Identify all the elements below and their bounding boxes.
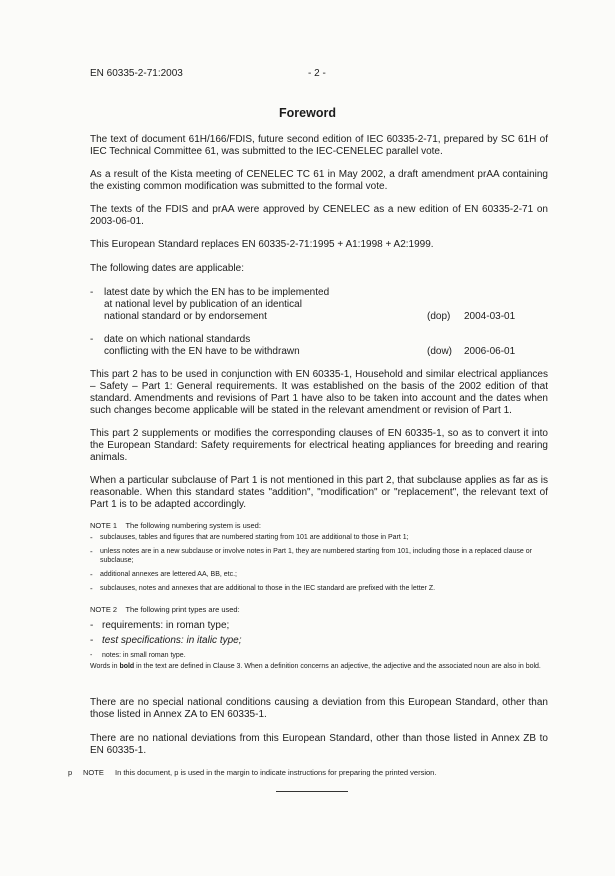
list-item-dop (90, 287, 548, 323)
list-item-text: latest date by which the EN has to be implemented at national level by publication of an identical national standard or by endorsement (104, 287, 330, 322)
list-item-dow (90, 334, 548, 358)
page-number: - 2 - (308, 68, 326, 79)
paragraph-supplements: This part 2 supplements or modifies the corresponding clauses of EN 60335-1, so as to convert it into the European Standard: Safety requirements for electrical heating appliances for breeding and rearing animals. (90, 428, 548, 463)
bold-words-note: Words in bold in the text are defined in Clause 3. When a definition concerns an adjective, the adjective and the associated noun are also in bold. (90, 663, 541, 670)
date-value: 2004-03-01 (464, 311, 516, 322)
note2-heading: NOTE 2 The following print types are used: (90, 605, 240, 614)
paragraph-dates-intro: The following dates are applicable: (90, 263, 244, 274)
paragraph-approval: The texts of the FDIS and prAA were approved by CENELEC as a new edition of EN 60335-2-71 on 2003-06-01. (90, 204, 548, 227)
paragraph-subclause: When a particular subclause of Part 1 is not mentioned in this part 2, that subclause applies as far as is reasonable. When this standard states "addition", "modification" or "replacement", the relevant text of Part 1 is to be adapted accordingly. (90, 475, 548, 510)
list-item-text: date on which national standards conflicting with the EN have to be withdrawn (104, 334, 300, 357)
date-value: 2006-06-01 (464, 346, 516, 357)
paragraph-national-conditions: There are no special national conditions causing a deviation from this European Standard, other than those listed in Annex ZA to EN 60335-1. (90, 697, 548, 720)
margin-mark: p (68, 768, 73, 777)
document-id: EN 60335-2-71:2003 (90, 68, 183, 79)
paragraph-kista: As a result of the Kista meeting of CENELEC TC 61 in May 2002, a draft amendment prAA containing the existing common modification was submitted to the formal vote. (90, 169, 548, 192)
note-text: In this document, p is used in the margin to indicate instructions for preparing the printed version. (115, 768, 437, 777)
paragraph-fdis: The text of document 61H/166/FDIS, future second edition of IEC 60335-2-71, prepared by SC 61H of IEC Technical Committee 61, was submitted to the IEC-CENELEC parallel vote. (90, 134, 548, 157)
page-title: Foreword (279, 106, 336, 120)
paragraph-conjunction: This part 2 has to be used in conjunction with EN 60335-1, Household and similar electrical appliances – Safety – Part 1: General requirements. It was established on the basis of the 2002 edition of that standard. Amendments and revisions of Part 1 have also to be taken into account and the dates when such changes become applicable will be stated in the relevant amendment or revision of Part 1. (90, 369, 548, 416)
end-rule (276, 791, 348, 792)
list-dash: - (90, 287, 94, 298)
document-page: EN 60335-2-71:2003 - 2 - Foreword The text of document 61H/166/FDIS, future second edition of IEC 60335-2-71, prepared by SC 61H of IEC Technical Committee 61, was submitted to the IEC-CENELEC parallel vote. As a result of the Kista meeting of CENELEC TC 61 in May 2002, a draft amendment prAA containing the existing common modification was submitted to the formal vote. The texts of the FDIS and prAA were approved by CENELEC as a new edition of EN 60335-2-71 on 2003-06-01. This European Standard replaces EN 60335-2-71:1995 + A1:1998 + A2:1999. The following dates are applicable: - latest date by which the EN has to be implemented at national level by publication of an identical national standard or by endorsement (dop) 2004-03-01 - date on which national standards conflicting with the EN have to be withdrawn (dow) 2006-06-01 This part 2 has to be used in conjunction with EN 60335-1, Household and similar electrical appliances – Safety – Part 1: General requirements. It was established on the basis of the 2002 edition of that standard. Amendments and revisions of Part 1 have also to be taken into account and the dates when such changes become applicable will be stated in the relevant amendment or revision of Part 1. This part 2 supplements or modifies the corresponding clauses of EN 60335-1, so as to convert it into the European Standard: Safety requirements for electrical heating appliances for breeding and rearing animals. When a particular subclause of Part 1 is not mentioned in this part 2, that subclause applies as far as is reasonable. When this standard states "addition", "modification" or "replacement", the relevant text of Part 1 is to be adapted accordingly. NOTE 1 The following numbering system is used: - subclauses, tables and figures that are numbered starting from 101 are additional to those in Part 1; - unless notes are in a new subclause or involve notes in Part 1, they are numbered starting from 101, including those in a replaced clause or subclause; - additional annexes are lettered AA, BB, etc.; - subclauses, notes and annexes that are additional to those in the IEC standard are prefixed with the letter Z. NOTE 2 The following print types are used: - requirements: in roman type; - test specifications: in italic type; - notes: in small roman type. Words in bold in the text are defined in Clause 3. When a definition concerns an adjective, the adjective and the associated noun are also in bold. There are no special national conditions causing a deviation from this European Standard, other than those listed in Annex ZA to EN 60335-1. There are no national deviations from this European Standard, other than those listed in Annex ZB to EN 60335-1. p NOTE In this document, p is used in the margin to indicate instructions for preparing the printed version. (0, 0, 615, 876)
date-code: (dow) (427, 346, 453, 357)
note-label: NOTE (83, 768, 104, 777)
list-dash: - (90, 334, 94, 345)
note1-heading: NOTE 1 The following numbering system is used: (90, 521, 261, 530)
paragraph-replaces: This European Standard replaces EN 60335-2-71:1995 + A1:1998 + A2:1999. (90, 239, 434, 250)
paragraph-national-deviations: There are no national deviations from this European Standard, other than those listed in Annex ZB to EN 60335-1. (90, 733, 548, 756)
date-code: (dop) (427, 311, 451, 322)
